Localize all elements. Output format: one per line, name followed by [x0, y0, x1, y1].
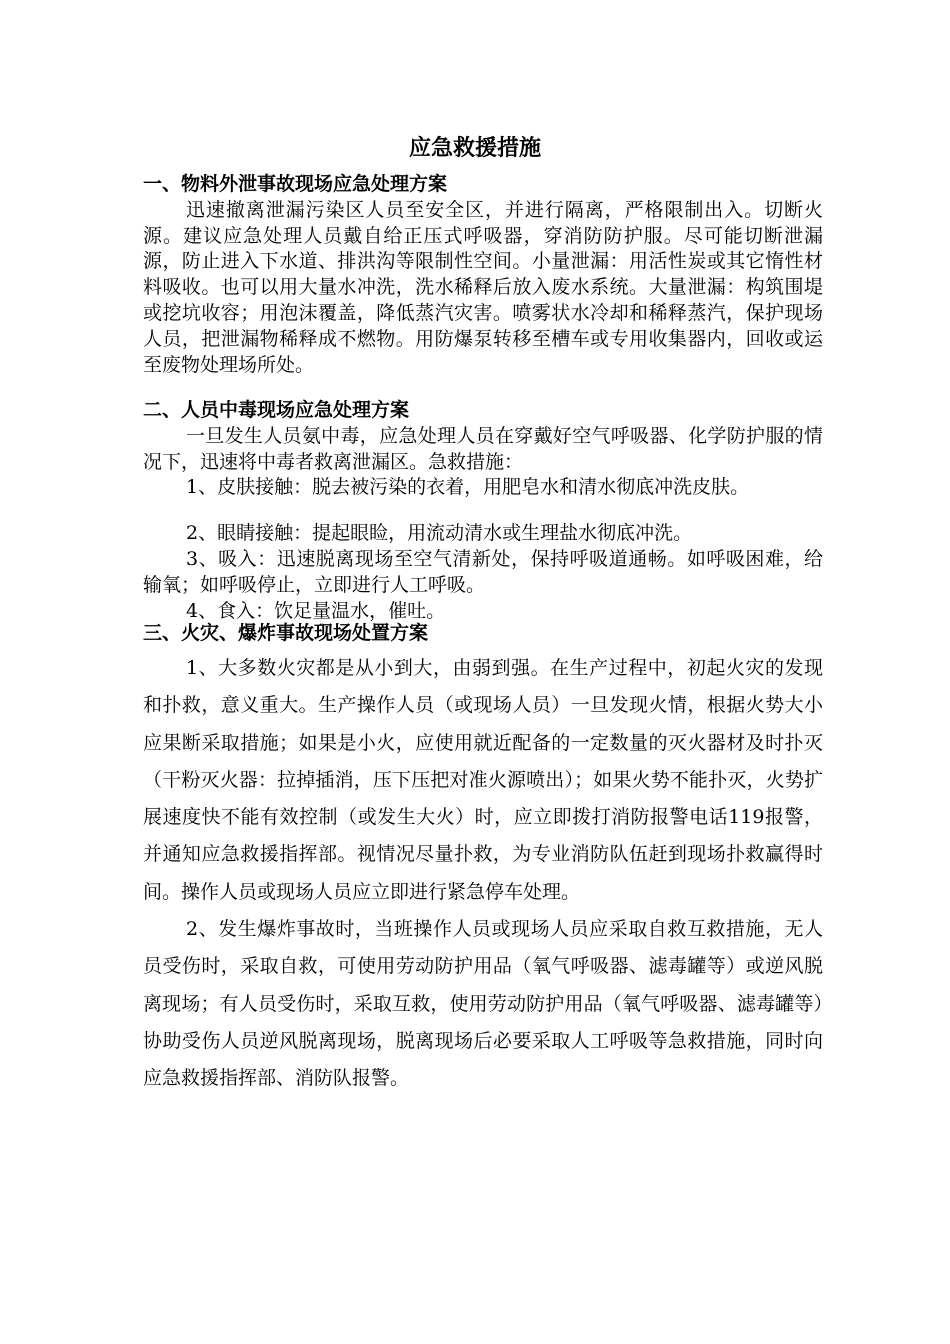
paragraph: 1、大多数火灾都是从小到大，由弱到强。在生产过程中，初起火灾的发现和扑救，意义重大。生产操作人员（或现场人员）一旦发现火情，根据火势大小应果断采取措施；如果是小火，应使用就近配备的一定数量的灭火器材及时扑灭（干粉灭火器：拉掉插消，压下压把对准火源喷出）；如果火势不能扑灭，火势扩展速度快不能有效控制（或发生大火）时，应立即拨打消防报警电话119报警，并通知应急救援指挥部。视情况尽量扑救，为专业消防队伍赶到现场扑救赢得时间。操作人员或现场人员应立即进行紧急停车处理。 [143, 657, 823, 903]
paragraph: 一旦发生人员氨中毒，应急处理人员在穿戴好空气呼吸器、化学防护服的情况下，迅速将中毒者救离泄漏区。急救措施： [143, 424, 823, 473]
list-item: 1、皮肤接触：脱去被污染的衣着，用肥皂水和清水彻底冲洗皮肤。 [186, 476, 750, 499]
section-fire-explosion [143, 622, 823, 1098]
paragraph: 2、发生爆炸事故时，当班操作人员或现场人员应采取自救互救措施，无人员受伤时，采取自救，可使用劳动防护用品（氧气呼吸器、滤毒罐等）或逆风脱离现场；有人员受伤时，采取互救，使用劳动防护用品（氧气呼吸器、滤毒罐等）协助受伤人员逆风脱离现场，脱离现场后必要采取人工呼吸等急救措施，同时向应急救援指挥部、消防队报警。 [143, 918, 823, 1090]
list-item: 3、吸入：迅速脱离现场至空气清新处，保持呼吸道通畅。如呼吸困难，给输氧；如呼吸停止，立即进行人工呼吸。 [143, 547, 823, 596]
section-material-leak [143, 172, 823, 378]
section-heading: 二、人员中毒现场应急处理方案 [143, 399, 410, 421]
section-heading: 一、物料外泄事故现场应急处理方案 [143, 173, 448, 195]
list-item: 2、眼睛接触：提起眼睑，用流动清水或生理盐水彻底冲洗。 [186, 522, 693, 545]
section-poisoning [143, 398, 823, 624]
list-item: 4、食入：饮足量温水，催吐。 [186, 599, 446, 622]
page-title: 应急救援措施 [408, 135, 541, 161]
paragraph: 迅速撤离泄漏污染区人员至安全区，并进行隔离，严格限制出入。切断火源。建议应急处理人员戴自给正压式呼吸器，穿消防防护服。尽可能切断泄漏源，防止进入下水道、排洪沟等限制性空间。小量泄漏：用活性炭或其它惰性材料吸收。也可以用大量水冲洗，洗水稀释后放入废水系统。大量泄漏：构筑围堤或挖坑收容；用泡沫覆盖，降低蒸汽灾害。喷雾状水冷却和稀释蒸汽，保护现场人员，把泄漏物稀释成不燃物。用防爆泵转移至槽车或专用收集器内，回收或运至废物处理场所处。 [143, 198, 823, 376]
section-heading: 三、火灾、爆炸事故现场处置方案 [143, 622, 429, 644]
